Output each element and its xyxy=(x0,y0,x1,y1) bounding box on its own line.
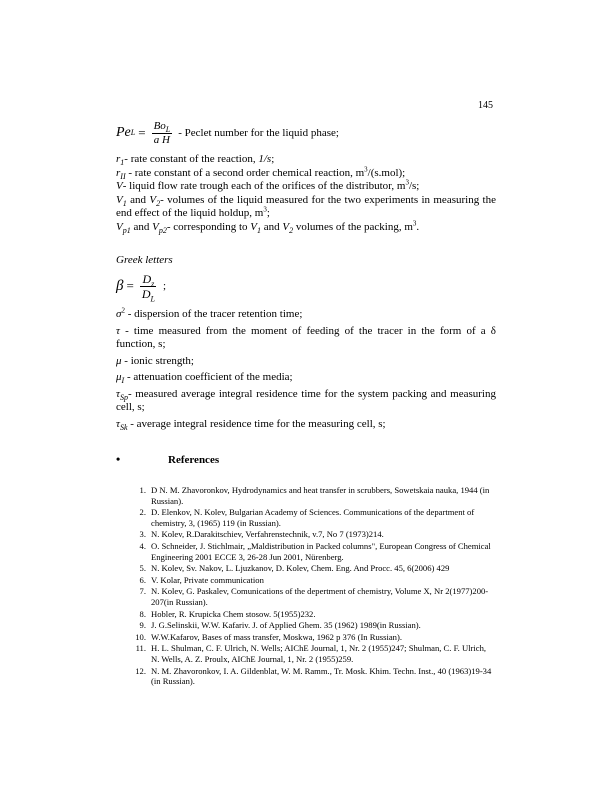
greek-line: $\tau_{Sk}$ - average integral residence time for the measuring cell, s; xyxy=(116,417,386,432)
reference-text: D. Elenkov, N. Kolev, Bulgarian Academy of Sciences. Communications of the department of chemistry, 3, (1965) 119 (in Russian). xyxy=(151,507,475,528)
greek-line: μ - ionic strength; xyxy=(116,354,194,367)
peclet-symbol: Pe xyxy=(116,125,131,140)
reference-number: 9. xyxy=(139,620,146,631)
reference-number: 1. xyxy=(139,485,146,495)
greek-line: $\mu_I$ - attenuation coefficient of the media; xyxy=(116,371,293,386)
reference-number: 12. xyxy=(135,665,146,676)
greek-line: $\sigma^2$ - dispersion of the tracer retention time; xyxy=(116,306,303,320)
reference-item xyxy=(116,563,496,574)
peclet-lhs: Pe L xyxy=(116,125,136,140)
reference-text: V. Kolar, Private communication xyxy=(151,574,264,585)
nomenclature-line-vp: $V_{p1}$ and $V_{p2}-$ corresponding to $V_1$ and $V_2$ volumes of the packing, $m^3$. xyxy=(116,218,420,235)
nomenclature-line: $r_{II}$ - rate constant of a second order chemical reaction, $m^3/(s.mol)$; xyxy=(116,164,406,181)
nomenclature-section xyxy=(116,113,496,434)
peclet-description: - Peclet number for the liquid phase; xyxy=(178,127,339,139)
greek-line: τ - time measured from the moment of feeding of the tracer in the form of a δ function, s; xyxy=(116,324,496,350)
reference-number: 8. xyxy=(139,608,146,619)
reference-item xyxy=(116,485,496,506)
reference-item xyxy=(116,666,496,687)
reference-item xyxy=(116,586,496,607)
beta-numerator: $D_z$ xyxy=(142,271,155,288)
reference-text: N. Kolev, Sv. Nakov, L. Ljuzkanov, D. Kolev, Chem. Eng. And Procc. 45, 6(2006) 429 xyxy=(151,563,450,574)
peclet-numerator: $Bo_L$ xyxy=(153,119,171,134)
beta-formula xyxy=(116,268,496,304)
reference-text: W.W.Kafarov, Bases of mass transfer, Moskwa, 1962 p 376 (In Russian). xyxy=(151,631,402,642)
peclet-formula xyxy=(116,113,496,153)
reference-text: D N. M. Zhavoronkov, Hydrodynamics and heat transfer in scrubbers, Sowetskaia nauka, 1944 (in Russian). xyxy=(151,485,490,506)
page-number: 145 xyxy=(478,100,493,111)
reference-text: N. Kolev, R.Darakitschiev, Verfahrenstechnik, v.7, No 7 (1973)214. xyxy=(151,529,384,540)
greek-line: $\tau_{Sp}-$ measured average integral residence time for the system packing and measuring cell, s; xyxy=(116,387,496,413)
reference-number: 6. xyxy=(139,574,146,585)
reference-text: N. M. Zhavoronkov, I. A. Gildenblat, W. M. Ramm., Tr. Mosk. Khim. Techn. Inst., 40 (1963)19-34 (in Russian). xyxy=(151,665,492,687)
equals-sign: = xyxy=(126,278,134,293)
reference-item xyxy=(116,620,496,631)
nomenclature-line-v1-v2: $V_1$ and $V_2-$ volumes of the liquid measured for the two experiments in measuring the end effect of the liquid holdup, $m^3$; xyxy=(116,193,496,219)
reference-item xyxy=(116,529,496,540)
greek-letters-heading: Greek letters xyxy=(116,254,173,266)
reference-item xyxy=(116,575,496,586)
peclet-fraction xyxy=(152,120,173,147)
reference-number: 11. xyxy=(135,643,146,654)
beta-symbol: β xyxy=(116,277,124,294)
reference-item xyxy=(116,632,496,643)
nomenclature-line: V- liquid flow rate trough each of the orifices of the distributor, $m^3/s$; xyxy=(116,178,420,192)
reference-item xyxy=(116,643,496,664)
reference-number: 2. xyxy=(139,507,146,518)
reference-item xyxy=(116,609,496,620)
references-section xyxy=(116,452,496,688)
bullet-icon: • xyxy=(116,452,121,466)
equals-sign: = xyxy=(138,125,146,140)
reference-number: 7. xyxy=(139,586,146,597)
references-heading xyxy=(116,452,496,467)
reference-text: H. L. Shulman, C. F. Ulrich, N. Wells; AIChE Journal, 1, Nr. 2 (1955)247; Shulman, C. F. Ulrich, N. Wells, A. Z. Proulx, AIChE Journal, 1, Nr. 2 (1955)259. xyxy=(151,643,487,664)
references-title: References xyxy=(168,453,220,466)
reference-text: N. Kolev, G. Paskalev, Comunications of the depertment of chemistry, Volume X, Nr 2(1977)200-207(in Russian). xyxy=(151,586,489,607)
reference-item xyxy=(116,507,496,528)
reference-item xyxy=(116,541,496,562)
greek-symbol-list xyxy=(116,308,496,431)
nomenclature-line: $r_1-$ rate constant of the reaction, 1/s; xyxy=(116,153,275,168)
references-list xyxy=(116,485,496,687)
reference-number: 10. xyxy=(135,631,146,642)
reference-text: J. G.Selinskii, W.W. Kafariv. J. of Applied Ghem. 35 (1962) 1989(in Russian). xyxy=(151,620,421,631)
reference-text: O. Schneider, J. Stichlmair, „Maldistribution in Packed columns", European Congress of Chemical Engineering 2001 ECCE 3, 26-28 Jun 2001, Nürenberg. xyxy=(151,540,491,562)
reference-number: 5. xyxy=(139,563,146,574)
peclet-denominator: a H xyxy=(153,133,170,146)
reference-text: Hobler, R. Krupicka Chem stosow. 5(1955)232. xyxy=(151,608,316,619)
beta-denominator: $D_L$ xyxy=(141,286,155,303)
beta-fraction xyxy=(140,272,157,301)
reference-number: 4. xyxy=(139,540,146,551)
beta-post: ; xyxy=(162,280,167,292)
reference-number: 3. xyxy=(139,529,146,540)
